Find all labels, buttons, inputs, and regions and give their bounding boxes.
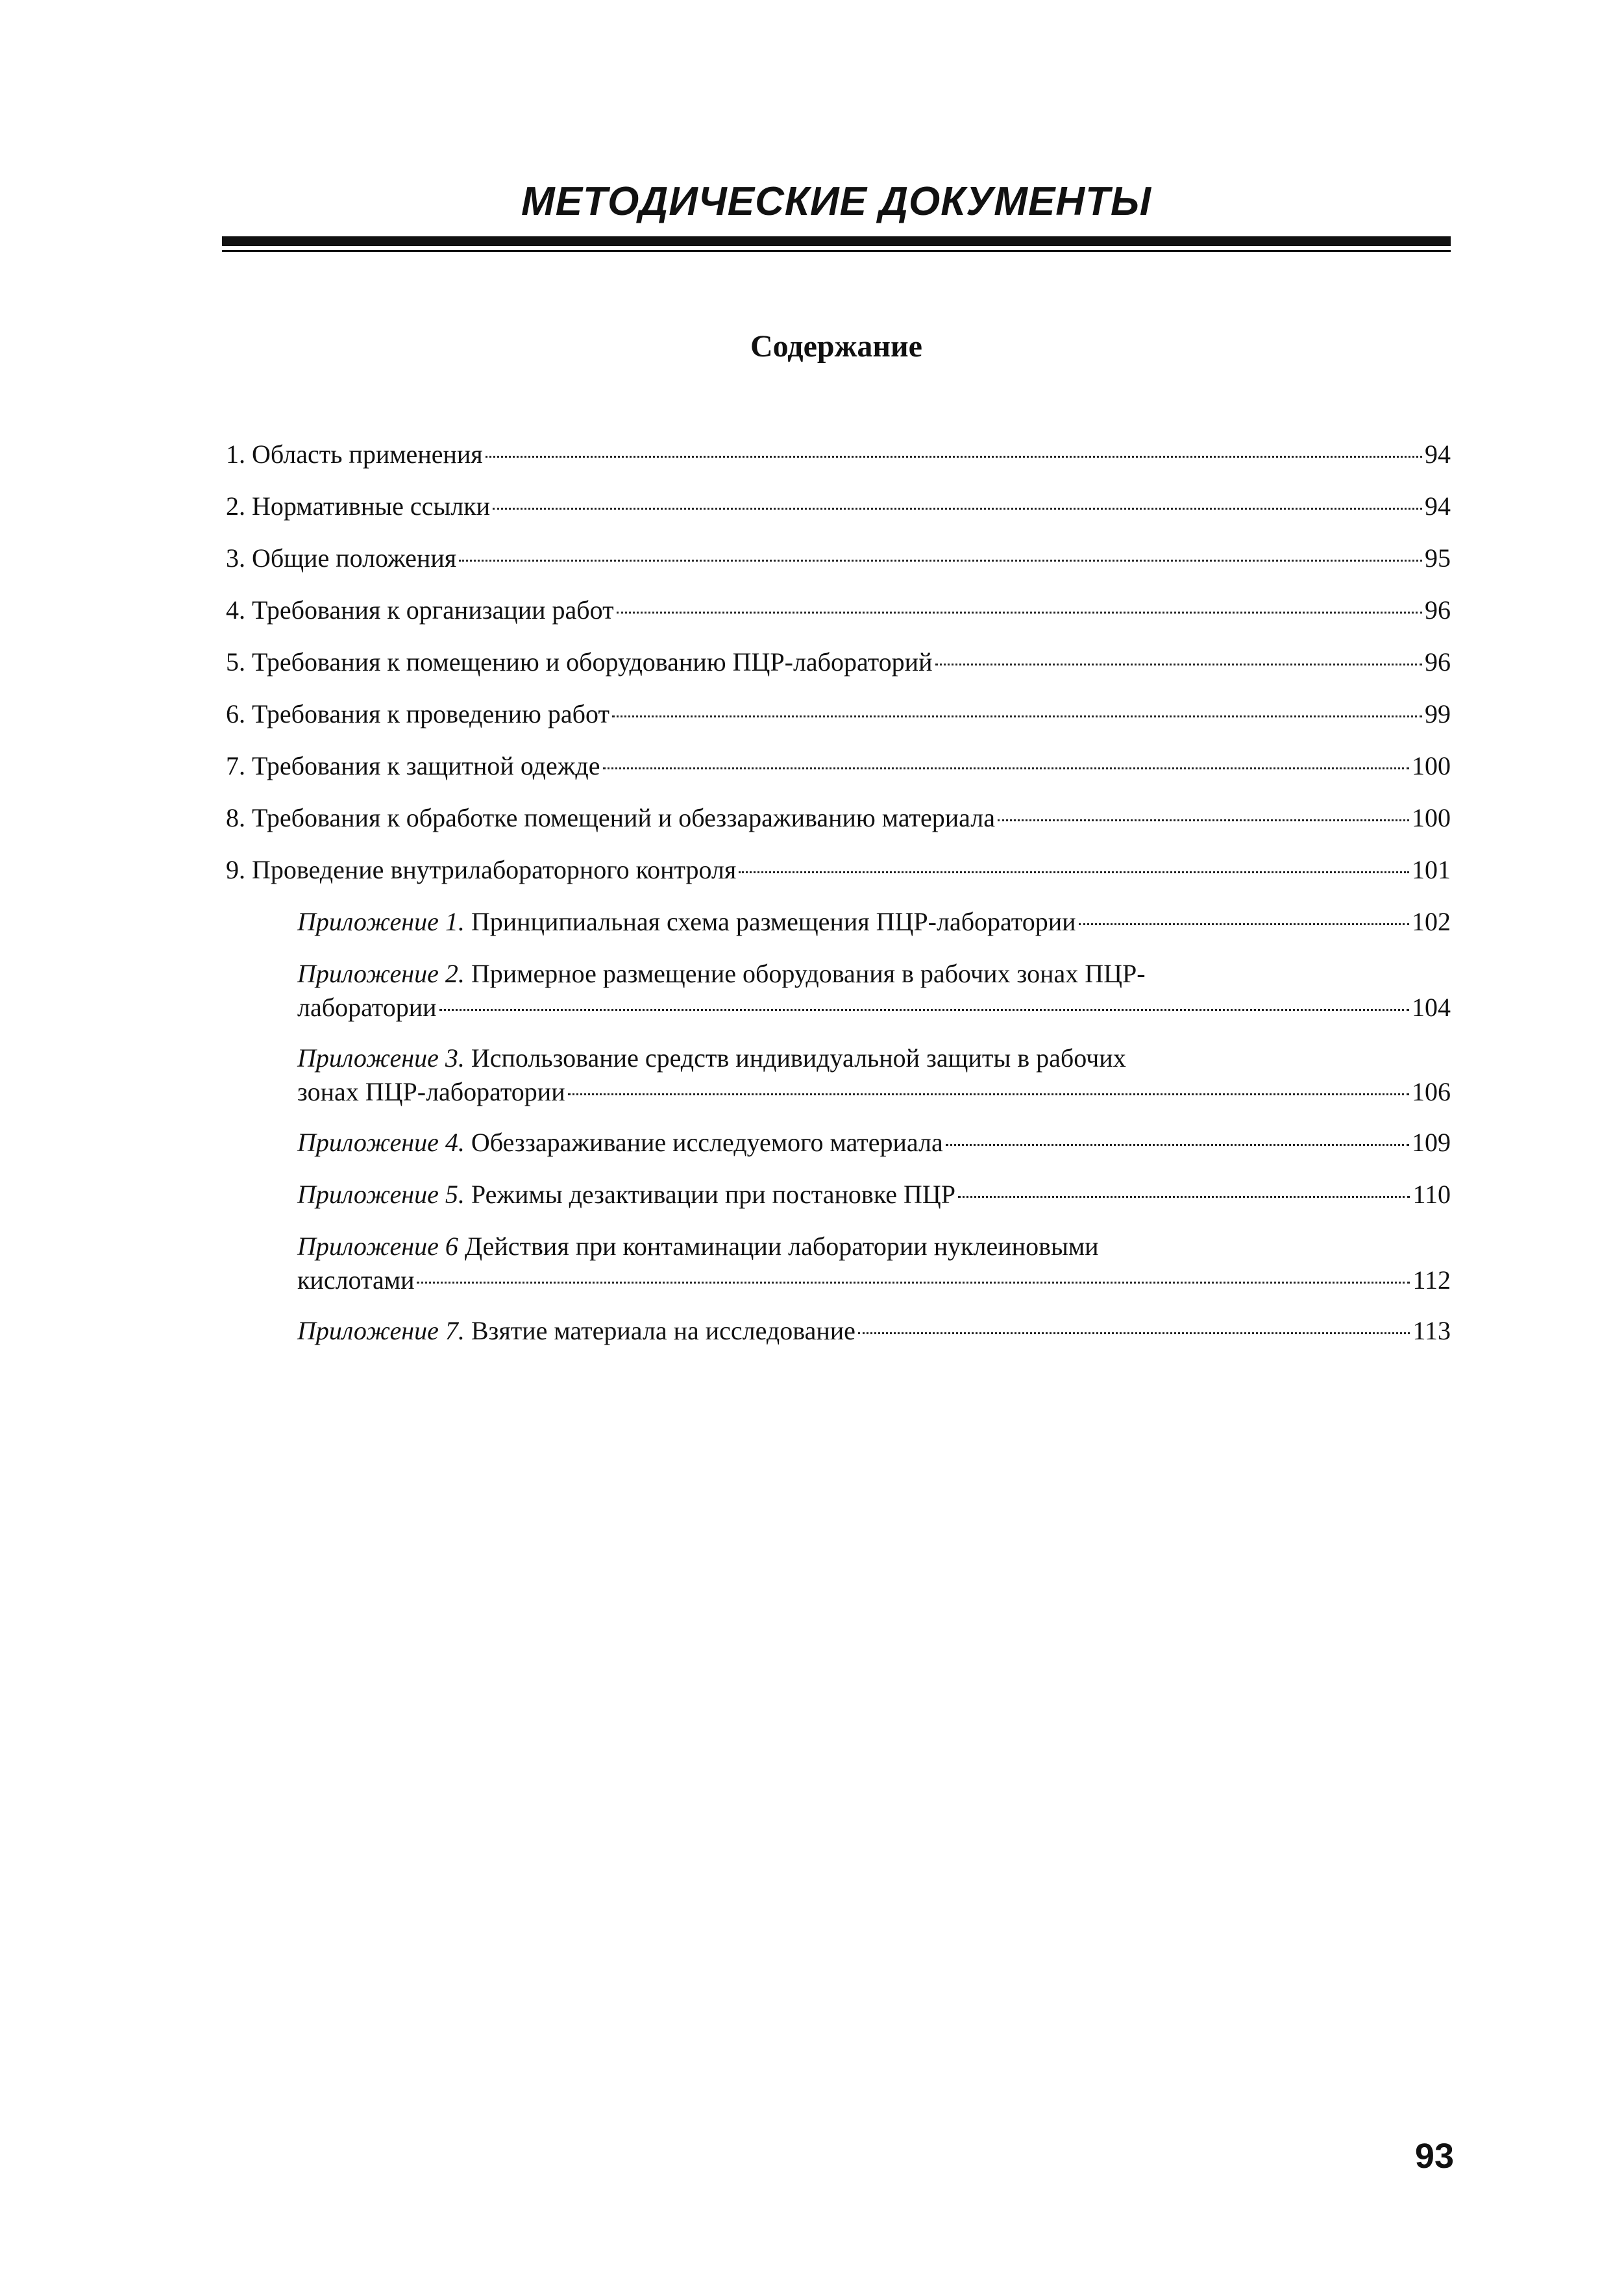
toc-entry-page: 94 — [1425, 491, 1451, 521]
page-header — [222, 179, 1451, 252]
toc-entry-page: 101 — [1412, 855, 1451, 884]
dot-leader — [858, 1332, 1410, 1334]
dot-leader — [439, 1009, 1409, 1011]
appendix-title: Использование средств индивидуальной защиты в рабочих — [464, 1043, 1126, 1073]
appendix-title: Режимы дезактивации при постановке ПЦР — [464, 1180, 956, 1209]
toc-appendix-label — [297, 1315, 855, 1347]
toc-entry-label: 7. Требования к защитной одежде — [226, 751, 600, 780]
toc-entry-page: 109 — [1412, 1128, 1451, 1157]
toc-entry — [226, 595, 1451, 647]
appendix-title-continued: зонах ПЦР-лаборатории — [297, 1077, 565, 1106]
toc-entry — [226, 543, 1451, 595]
appendix-prefix: Приложение 5. — [297, 1180, 465, 1209]
appendix-prefix: Приложение 6 — [297, 1232, 458, 1261]
appendix-prefix: Приложение 4. — [297, 1128, 465, 1157]
appendix-title-line-1 — [297, 958, 1451, 989]
toc-entry-page: 113 — [1412, 1316, 1451, 1345]
toc-entry-page: 99 — [1425, 699, 1451, 728]
toc-entry-page: 110 — [1412, 1180, 1451, 1209]
toc-entry-page: 106 — [1412, 1077, 1451, 1106]
toc-entry — [226, 699, 1451, 751]
appendix-title-line-2 — [297, 1265, 1451, 1296]
dot-leader — [568, 1093, 1409, 1095]
toc-entry-label: 3. Общие положения — [226, 543, 457, 573]
toc-appendix-entry — [226, 1231, 1451, 1315]
appendix-title: Принципиальная схема размещения ПЦР-лаборатории — [464, 907, 1076, 936]
appendix-title-line-1 — [297, 1231, 1451, 1262]
toc-entry-label: 9. Проведение внутрилабораторного контроля — [226, 855, 737, 884]
toc-entry-page: 95 — [1425, 543, 1451, 573]
toc-entry-label: 8. Требования к обработке помещений и обеззараживанию материала — [226, 803, 995, 832]
toc-appendix-entry — [226, 1315, 1451, 1367]
toc-entry-page: 100 — [1412, 751, 1451, 780]
page-number: 93 — [1414, 2137, 1454, 2176]
dot-leader — [935, 664, 1423, 665]
appendix-prefix: Приложение 2. — [297, 959, 465, 988]
toc-entry-page: 104 — [1412, 993, 1451, 1022]
appendix-title-line-1 — [297, 1043, 1451, 1074]
dot-leader — [739, 871, 1409, 873]
toc-appendix-entry — [226, 1127, 1451, 1179]
appendix-title: Примерное размещение оборудования в рабочих зонах ПЦР- — [464, 959, 1146, 988]
toc-appendix-label — [297, 1127, 943, 1158]
toc-appendix-label — [297, 1179, 955, 1210]
toc-entry-page: 102 — [1412, 907, 1451, 936]
toc-entry-label: 4. Требования к организации работ — [226, 595, 614, 625]
toc-entry-label: 6. Требования к проведению работ — [226, 699, 609, 728]
dot-leader — [617, 612, 1422, 614]
appendix-prefix: Приложение 7. — [297, 1316, 465, 1345]
dot-leader — [1079, 923, 1409, 925]
header-rule-thick — [222, 236, 1451, 246]
appendix-title: Действия при контаминации лаборатории нуклеиновыми — [458, 1232, 1099, 1261]
header-rule-thin — [222, 250, 1451, 252]
dot-leader — [486, 456, 1422, 458]
dot-leader — [998, 819, 1409, 821]
dot-leader — [612, 715, 1422, 717]
dot-leader — [459, 560, 1422, 562]
toc-heading: Содержание — [750, 329, 922, 364]
toc-entry-page: 96 — [1425, 595, 1451, 625]
appendix-title: Обеззараживание исследуемого материала — [464, 1128, 943, 1157]
dot-leader — [493, 508, 1422, 510]
toc-entry-page: 96 — [1425, 647, 1451, 677]
appendix-title-continued: кислотами — [297, 1265, 415, 1295]
toc-entry — [226, 439, 1451, 491]
toc-entry — [226, 647, 1451, 699]
appendix-prefix: Приложение 3. — [297, 1043, 465, 1073]
journal-section-title: МЕТОДИЧЕСКИЕ ДОКУМЕНТЫ — [521, 179, 1151, 224]
toc-entry — [226, 854, 1451, 906]
toc-appendix-entry — [226, 1179, 1451, 1231]
toc-appendix-label — [297, 906, 1076, 938]
toc-entry-page: 112 — [1412, 1265, 1451, 1295]
appendix-title-continued: лаборатории — [297, 993, 437, 1022]
table-of-contents — [226, 439, 1451, 1367]
toc-entry — [226, 491, 1451, 543]
toc-entry-page: 94 — [1425, 440, 1451, 469]
toc-entry — [226, 802, 1451, 854]
toc-entry-label: 5. Требования к помещению и оборудованию ПЦР-лабораторий — [226, 647, 933, 677]
appendix-title: Взятие материала на исследование — [464, 1316, 855, 1345]
appendix-prefix: Приложение 1. — [297, 907, 465, 936]
toc-entry-label: 1. Область применения — [226, 440, 483, 469]
appendix-title-line-2 — [297, 1076, 1451, 1108]
dot-leader — [603, 767, 1409, 769]
toc-appendix-entry — [226, 958, 1451, 1043]
toc-appendix-entry — [226, 1043, 1451, 1127]
dot-leader — [417, 1282, 1410, 1284]
toc-appendix-entry — [226, 906, 1451, 958]
toc-entry — [226, 751, 1451, 802]
toc-entry-label: 2. Нормативные ссылки — [226, 491, 491, 521]
dot-leader — [946, 1144, 1409, 1146]
dot-leader — [958, 1196, 1410, 1198]
appendix-title-line-2 — [297, 992, 1451, 1023]
toc-entry-page: 100 — [1412, 803, 1451, 832]
